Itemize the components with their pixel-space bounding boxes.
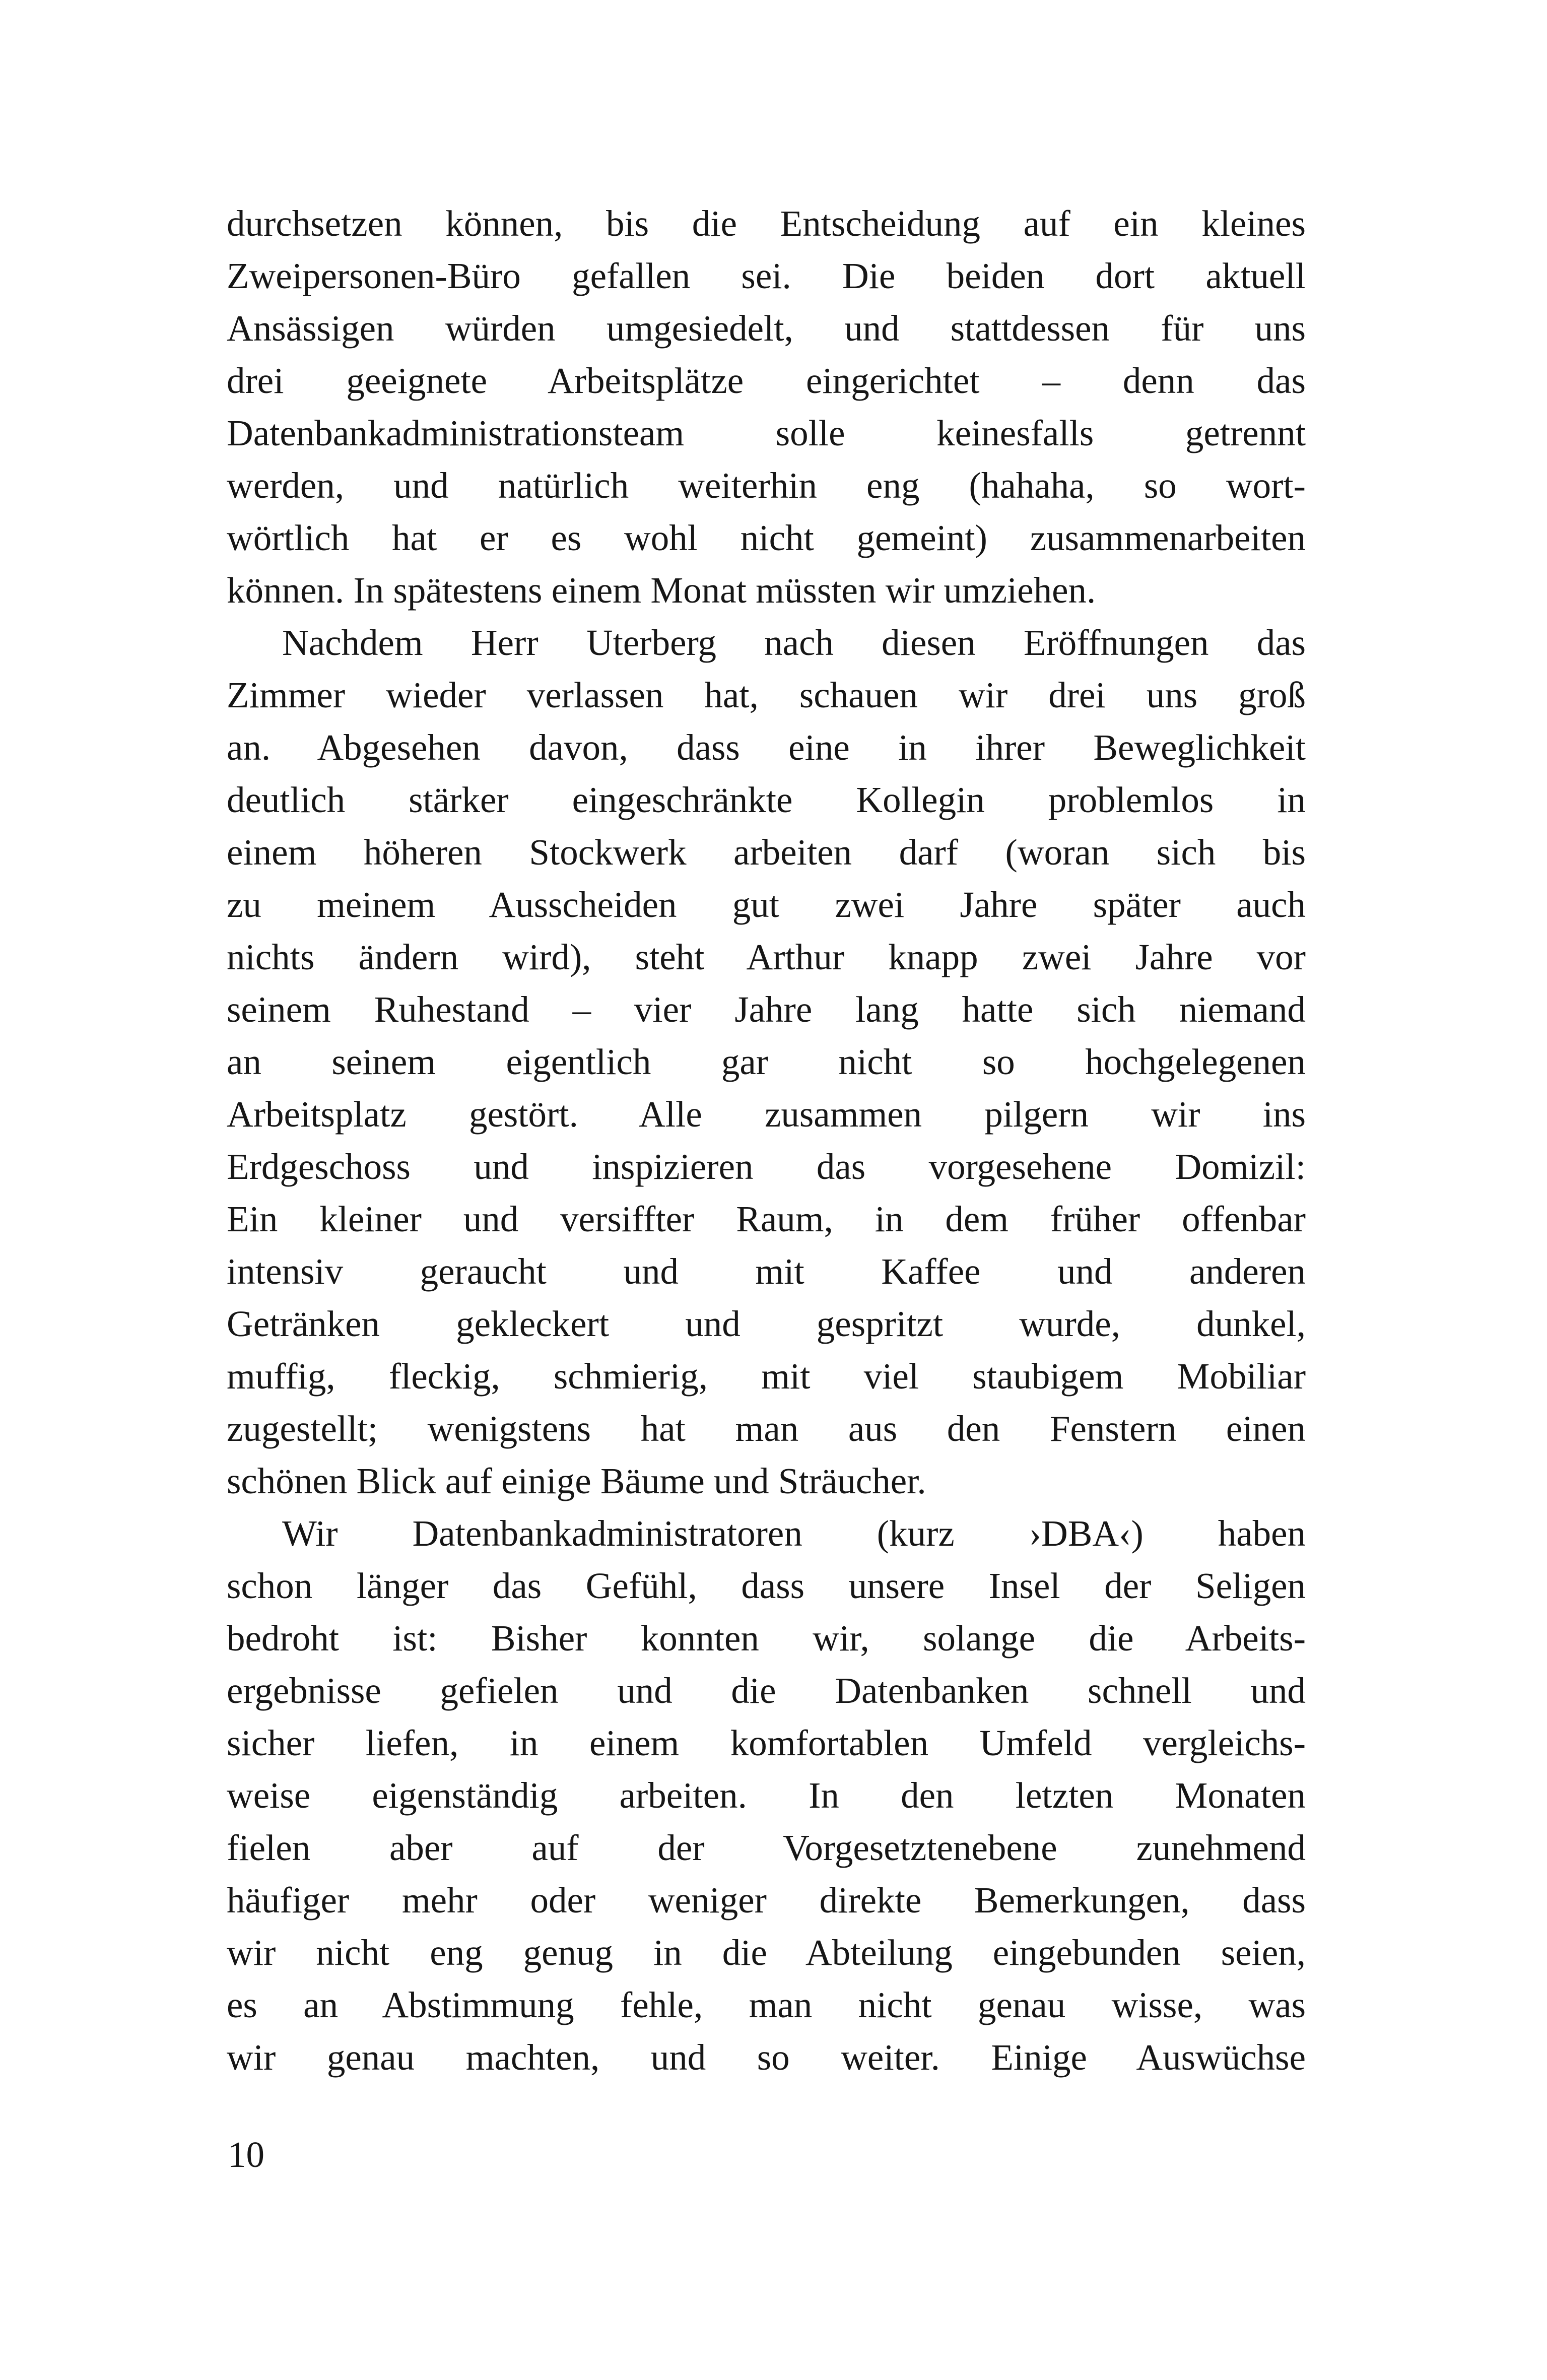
text-line: wörtlich hat er es wohl nicht gemeint) zusammenarbeiten bbox=[227, 517, 1306, 558]
text-line: es an Abstimmung fehle, man nicht genau wisse, was bbox=[227, 1985, 1306, 2025]
text-line: weise eigenständig arbeiten. In den letzten Monaten bbox=[227, 1775, 1306, 1816]
text-line: intensiv geraucht und mit Kaffee und anderen bbox=[227, 1251, 1306, 1292]
text-line: fielen aber auf der Vorgesetztenebene zunehmend bbox=[227, 1827, 1306, 1868]
text-line: durchsetzen können, bis die Entscheidung auf ein kleines bbox=[227, 203, 1306, 244]
text-line: Ein kleiner und versiffter Raum, in dem früher offenbar bbox=[227, 1199, 1306, 1239]
text-line: an. Abgesehen davon, dass eine in ihrer Beweglichkeit bbox=[227, 727, 1306, 768]
paragraph bbox=[227, 1507, 1306, 2084]
text-line: drei geeignete Arbeitsplätze eingerichtet – denn das bbox=[227, 360, 1306, 401]
text-line: an seinem eigentlich gar nicht so hochgelegenen bbox=[227, 1041, 1306, 1082]
text-line: einem höheren Stockwerk arbeiten darf (woran sich bis bbox=[227, 832, 1306, 873]
text-line: werden, und natürlich weiterhin eng (hahaha, so wort- bbox=[227, 465, 1306, 506]
text-line: können. In spätestens einem Monat müssten wir umziehen. bbox=[227, 570, 1096, 611]
text-line: seinem Ruhestand – vier Jahre lang hatte sich niemand bbox=[227, 989, 1306, 1030]
text-line: schon länger das Gefühl, dass unsere Insel der Seligen bbox=[227, 1565, 1306, 1606]
text-line: schönen Blick auf einige Bäume und Sträucher. bbox=[227, 1461, 926, 1501]
text-line: Zimmer wieder verlassen hat, schauen wir drei uns groß bbox=[227, 675, 1306, 715]
paragraph bbox=[227, 197, 1306, 617]
text-line: wir genau machten, und so weiter. Einige Auswüchse bbox=[227, 2037, 1306, 2078]
text-line: Nachdem Herr Uterberg nach diesen Eröffnungen das bbox=[282, 622, 1306, 663]
text-line: ergebnisse gefielen und die Datenbanken schnell und bbox=[227, 1670, 1306, 1711]
text-line: sicher liefen, in einem komfortablen Umfeld vergleichs- bbox=[227, 1723, 1306, 1763]
text-line: wir nicht eng genug in die Abteilung eingebunden seien, bbox=[227, 1932, 1306, 1973]
text-line: Datenbankadministrationsteam solle keinesfalls getrennt bbox=[227, 413, 1306, 453]
text-line: häufiger mehr oder weniger direkte Bemerkungen, dass bbox=[227, 1880, 1306, 1921]
text-line: nichts ändern wird), steht Arthur knapp zwei Jahre vor bbox=[227, 937, 1306, 977]
text-line: bedroht ist: Bisher konnten wir, solange die Arbeits- bbox=[227, 1618, 1306, 1659]
text-line: zugestellt; wenigstens hat man aus den Fenstern einen bbox=[227, 1408, 1306, 1449]
text-line: Zweipersonen-Büro gefallen sei. Die beiden dort aktuell bbox=[227, 255, 1306, 296]
text-line: zu meinem Ausscheiden gut zwei Jahre später auch bbox=[227, 884, 1306, 925]
text-line: Wir Datenbankadministratoren (kurz ›DBA‹) haben bbox=[282, 1513, 1306, 1554]
text-line: Getränken gekleckert und gespritzt wurde, dunkel, bbox=[227, 1303, 1306, 1344]
body-text bbox=[227, 197, 1306, 2084]
text-line: Ansässigen würden umgesiedelt, und stattdessen für uns bbox=[227, 308, 1306, 349]
text-line: deutlich stärker eingeschränkte Kollegin problemlos in bbox=[227, 779, 1306, 820]
page-number: 10 bbox=[228, 2134, 264, 2175]
paragraph bbox=[227, 617, 1306, 1507]
text-line: muffig, fleckig, schmierig, mit viel staubigem Mobiliar bbox=[227, 1356, 1306, 1397]
text-line: Arbeitsplatz gestört. Alle zusammen pilgern wir ins bbox=[227, 1094, 1306, 1135]
text-line: Erdgeschoss und inspizieren das vorgesehene Domizil: bbox=[227, 1146, 1306, 1187]
